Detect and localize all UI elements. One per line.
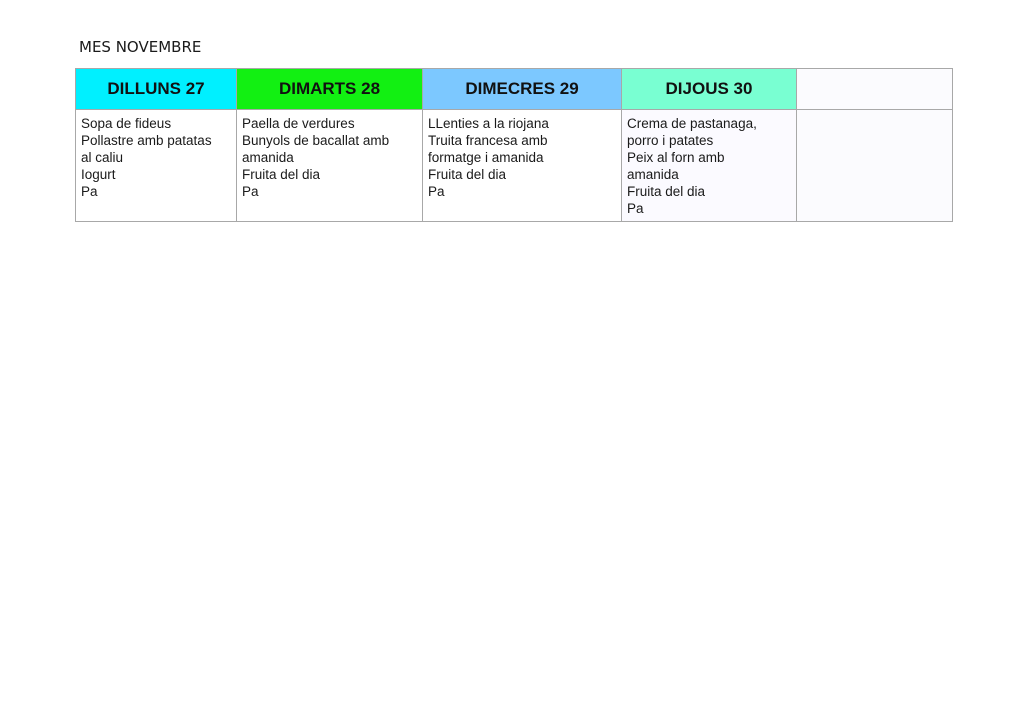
meal-item: Sopa de fideus [81,116,172,131]
day-header-dimecres: DIMECRES 29 [423,69,622,110]
header-row [76,69,953,110]
menu-cell-dilluns [76,110,237,222]
weekly-menu-table [75,68,953,222]
meal-item: al caliu [81,150,124,165]
meal-item: Pollastre amb patatas [81,133,212,148]
page-title: MES NOVEMBRE [79,38,202,56]
meal-item: Fruita del dia [242,167,321,182]
meal-list [76,110,236,200]
meal-item: Fruita del dia [428,167,507,182]
meal-item: Peix al forn amb [627,150,725,165]
meal-item: amanida [242,150,294,165]
meal-list [622,110,796,217]
meal-item: porro i patates [627,133,714,148]
meal-item: Pa [627,201,644,216]
meal-list [237,110,422,200]
menu-cell-dijous [622,110,797,222]
meal-item: amanida [627,167,679,182]
empty-header-cell [797,69,953,110]
day-header-dimarts: DIMARTS 28 [237,69,423,110]
meal-item: Pa [242,184,259,199]
meal-item: formatge i amanida [428,150,544,165]
meal-list [423,110,621,200]
meal-item: Bunyols de bacallat amb [242,133,390,148]
meal-item: Iogurt [81,167,116,182]
menu-cell-dimecres [423,110,622,222]
menu-cell-dimarts [237,110,423,222]
empty-menu-cell [797,110,953,222]
meal-item: Pa [428,184,445,199]
meal-item: Truita francesa amb [428,133,548,148]
day-header-dijous: DIJOUS 30 [622,69,797,110]
meal-item: Paella de verdures [242,116,355,131]
menu-row [76,110,953,222]
meal-item: LLenties a la riojana [428,116,549,131]
meal-item: Fruita del dia [627,184,706,199]
day-header-dilluns: DILLUNS 27 [76,69,237,110]
meal-item: Crema de pastanaga, [627,116,757,131]
meal-item: Pa [81,184,98,199]
